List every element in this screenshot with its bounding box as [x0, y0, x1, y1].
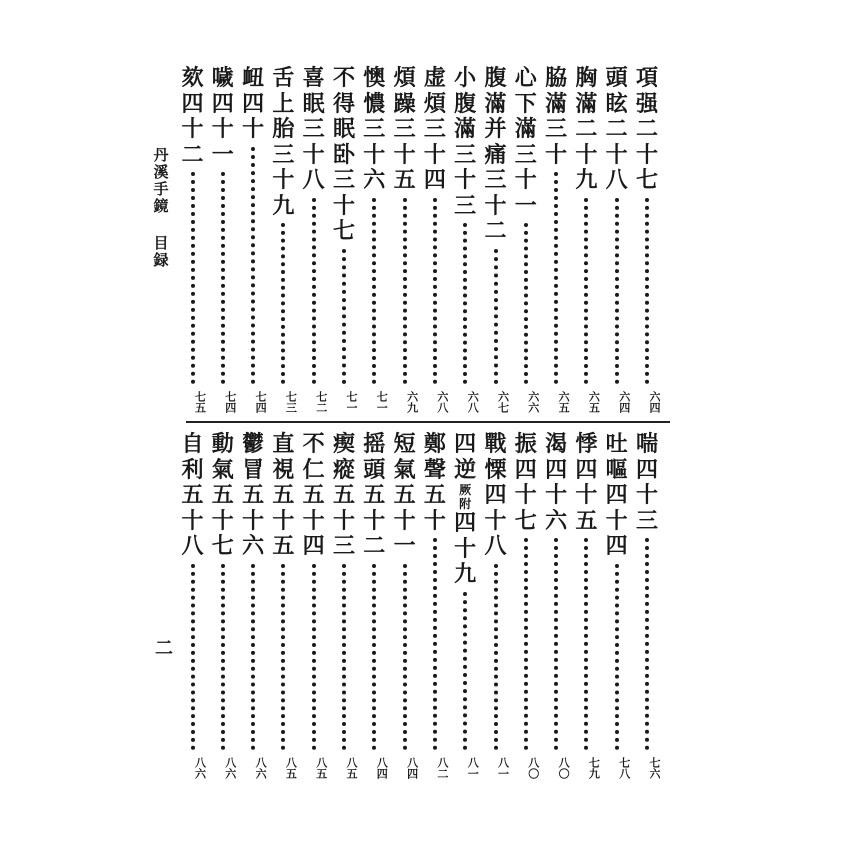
- leader-dots: [645, 538, 653, 750]
- toc-entry[interactable]: [573, 66, 599, 414]
- title-char: 厥: [459, 483, 472, 497]
- page-number: 八五: [314, 757, 328, 779]
- title-char: 欬: [181, 65, 204, 91]
- title-char: 仁: [302, 456, 325, 483]
- title-char: 三: [545, 116, 568, 142]
- title-char: 躁: [393, 90, 416, 117]
- toc-entry[interactable]: [331, 432, 357, 780]
- toc-top-half: [170, 66, 660, 414]
- toc-entry[interactable]: [392, 66, 418, 414]
- title-char: 十: [302, 141, 325, 168]
- title-char: 一: [514, 192, 537, 219]
- page-number: 六四: [648, 391, 661, 413]
- leader-dots: [615, 198, 623, 385]
- title-char: 十: [635, 141, 658, 168]
- page-number: 七四: [254, 391, 268, 413]
- toc-entry-title: [452, 66, 478, 219]
- title-char: 三: [635, 507, 658, 534]
- title-char: 四: [605, 482, 628, 508]
- title-char: 四: [302, 533, 325, 559]
- title-char: 九: [454, 561, 477, 587]
- toc-entry-title: [543, 432, 569, 534]
- title-char: 六: [242, 533, 265, 559]
- title-char: 十: [181, 507, 204, 534]
- toc-entry-title: [270, 432, 296, 560]
- title-char: 三: [363, 116, 386, 142]
- toc-entry[interactable]: [543, 432, 569, 780]
- toc-entry[interactable]: [361, 432, 387, 780]
- title-char: 十: [302, 507, 325, 534]
- title-char: 八: [484, 533, 507, 559]
- title-char: 二: [181, 141, 204, 168]
- page-number: 七二: [314, 391, 328, 413]
- page-number: 七八: [617, 757, 631, 779]
- toc-entry-title: [422, 432, 448, 534]
- leader-dots: [251, 147, 259, 385]
- title-char: 四: [545, 456, 568, 483]
- page-number: 七五: [193, 391, 207, 413]
- title-char: 氣: [211, 456, 234, 483]
- leader-dots: [524, 538, 532, 750]
- leader-dots: [463, 223, 471, 384]
- page-number: 七四: [223, 391, 237, 413]
- title-char: 四: [454, 431, 477, 457]
- title-char: 不: [302, 431, 325, 457]
- toc-entry-title: [210, 66, 236, 168]
- title-char: 利: [181, 456, 204, 483]
- title-char: 二: [575, 116, 598, 142]
- toc-entry-title: [573, 66, 599, 194]
- toc-entry[interactable]: [543, 66, 569, 414]
- title-char: 滿: [575, 90, 598, 117]
- leader-dots: [312, 198, 320, 385]
- title-char: 十: [393, 141, 416, 168]
- leader-dots: [281, 564, 289, 751]
- title-char: 十: [272, 507, 295, 534]
- title-char: 附: [459, 497, 472, 511]
- leader-dots: [584, 198, 592, 385]
- title-char: 吐: [605, 431, 628, 457]
- toc-entry-title: [331, 66, 357, 245]
- toc-entry[interactable]: [604, 432, 630, 780]
- title-char: 五: [302, 482, 325, 508]
- title-char: 下: [514, 90, 537, 117]
- page-number: 八一: [466, 757, 480, 779]
- leader-dots: [191, 172, 199, 384]
- toc-entry-title: [392, 432, 418, 560]
- title-char: 憹: [363, 90, 386, 117]
- toc-entry[interactable]: [301, 66, 327, 414]
- title-char: 三: [454, 141, 477, 168]
- title-char: 四: [181, 90, 204, 117]
- title-char: 小: [454, 65, 477, 91]
- title-char: 自: [181, 431, 204, 457]
- toc-entry-title: [240, 66, 266, 143]
- title-char: 頭: [605, 65, 628, 91]
- title-char: 瘲: [332, 456, 355, 483]
- title-char: 眠: [332, 116, 355, 142]
- running-head: [150, 147, 172, 269]
- title-char: 四: [211, 90, 234, 117]
- title-char: 一: [393, 533, 416, 559]
- title-char: 五: [181, 482, 204, 508]
- leader-dots: [342, 249, 350, 385]
- title-char: 卧: [332, 141, 355, 168]
- title-char: 三: [423, 116, 446, 142]
- title-char: 十: [514, 482, 537, 508]
- leader-dots: [403, 198, 411, 385]
- toc-entry[interactable]: [513, 432, 539, 780]
- title-char: 三: [484, 167, 507, 193]
- title-char: 滿: [484, 90, 507, 117]
- toc-entry[interactable]: [452, 66, 478, 414]
- title-char: 煩: [393, 65, 416, 91]
- page-number: 六五: [587, 391, 601, 413]
- leader-dots: [221, 564, 229, 751]
- book-title-char: 丹: [153, 146, 169, 164]
- page-number: 八五: [284, 757, 298, 779]
- page-number: 七六: [648, 757, 661, 779]
- title-char: 十: [363, 141, 386, 168]
- title-char: 喜: [302, 65, 325, 91]
- book-title-char: 鏡: [153, 197, 169, 215]
- title-char: 五: [363, 482, 386, 508]
- toc-entry-title: [543, 66, 569, 168]
- title-char: 二: [635, 116, 658, 142]
- toc-entry-title: [240, 432, 266, 560]
- title-char: 强: [635, 90, 658, 117]
- title-char: 十: [363, 507, 386, 534]
- title-char: 上: [272, 90, 295, 117]
- title-char: 九: [575, 167, 598, 193]
- title-char: 脇: [545, 65, 568, 91]
- leader-dots: [433, 538, 441, 750]
- leader-dots: [645, 198, 653, 385]
- leader-dots: [554, 538, 562, 750]
- title-char: 二: [605, 116, 628, 142]
- title-char: 十: [635, 482, 658, 508]
- title-char: 十: [484, 192, 507, 219]
- toc-entry[interactable]: [210, 66, 236, 414]
- toc-entry[interactable]: [634, 432, 660, 780]
- leader-dots: [554, 172, 562, 384]
- leader-dots: [281, 223, 289, 384]
- toc-entry[interactable]: [513, 66, 539, 414]
- toc-entry-title: [422, 66, 448, 194]
- title-char: 項: [635, 65, 658, 91]
- page-number: 七三: [284, 391, 298, 413]
- title-char: 五: [272, 533, 295, 559]
- title-char: 四: [484, 482, 507, 508]
- leader-dots: [463, 592, 471, 751]
- leader-dots: [433, 198, 441, 385]
- folio-number: 二: [152, 638, 173, 656]
- title-char: 滿: [514, 116, 537, 142]
- title-char: 二: [363, 533, 386, 559]
- toc-entry[interactable]: [331, 66, 357, 414]
- toc-entry-title: [301, 432, 327, 560]
- title-char: 眩: [605, 90, 628, 117]
- toc-entry[interactable]: [270, 432, 296, 780]
- title-char: 三: [332, 533, 355, 559]
- title-char: 慄: [484, 456, 507, 483]
- title-char: 懊: [363, 65, 386, 91]
- title-char: 短: [393, 431, 416, 457]
- title-char: 十: [605, 141, 628, 168]
- toc-entry-title: [483, 432, 509, 560]
- title-char: 悸: [575, 431, 598, 457]
- title-char: 胸: [575, 65, 598, 91]
- page-number: 六七: [496, 391, 510, 413]
- toc-entry[interactable]: [483, 66, 509, 414]
- title-char: 十: [454, 167, 477, 193]
- title-char: 四: [605, 533, 628, 559]
- toc-entry[interactable]: [422, 66, 448, 414]
- title-char: 十: [454, 535, 477, 562]
- title-char: 八: [181, 533, 204, 559]
- title-char: 十: [423, 141, 446, 168]
- toc-entry[interactable]: [452, 432, 478, 780]
- page-number: 八四: [375, 757, 389, 779]
- title-char: 八: [302, 167, 325, 193]
- page-number: 八六: [193, 757, 207, 779]
- title-char: 五: [575, 507, 598, 534]
- title-char: 鬱: [242, 431, 265, 457]
- title-char: 三: [454, 192, 477, 219]
- title-char: 眠: [302, 90, 325, 117]
- leader-dots: [524, 223, 532, 384]
- title-char: 并: [484, 116, 507, 142]
- page-number: 八四: [405, 757, 419, 779]
- title-char: 衄: [242, 65, 265, 91]
- title-char: 腹: [454, 90, 477, 117]
- leader-dots: [312, 564, 320, 751]
- title-char: 五: [393, 482, 416, 508]
- toc-entry-title: [634, 66, 660, 194]
- toc-entry-title: [210, 432, 236, 560]
- title-char: 得: [332, 90, 355, 117]
- title-char: 十: [211, 116, 234, 142]
- toc-entry-title: [634, 432, 660, 534]
- leader-dots: [372, 198, 380, 385]
- title-char: 五: [423, 482, 446, 508]
- leader-dots: [342, 564, 350, 751]
- title-char: 七: [332, 218, 355, 244]
- page-number: 六八: [466, 391, 480, 413]
- leader-dots: [584, 538, 592, 750]
- title-char: 不: [332, 65, 355, 91]
- section-title-char: 録: [153, 251, 169, 269]
- toc-entry-title: [392, 66, 418, 194]
- title-char: 動: [211, 431, 234, 457]
- title-char: 四: [454, 510, 477, 536]
- toc-entry-title: [604, 432, 630, 560]
- toc-entry-title: [604, 66, 630, 194]
- leader-dots: [494, 249, 502, 385]
- title-char: 冒: [242, 456, 265, 483]
- title-char: 十: [545, 482, 568, 508]
- title-char: 聲: [423, 456, 446, 483]
- title-char: 煩: [423, 90, 446, 117]
- title-char: 喘: [635, 431, 658, 457]
- book-title-char: 手: [153, 180, 169, 198]
- title-char: 三: [393, 116, 416, 142]
- toc-entry[interactable]: [240, 66, 266, 414]
- toc-entry-title: [513, 66, 539, 219]
- toc-entry[interactable]: [180, 432, 206, 780]
- page-number: 六八: [435, 391, 449, 413]
- toc-entry-title: [301, 66, 327, 194]
- page-number: 七一: [375, 391, 389, 413]
- page-number: 六六: [526, 391, 540, 413]
- title-char: 視: [272, 456, 295, 483]
- page-number: 七九: [587, 757, 601, 779]
- toc-entry-title: [361, 432, 387, 560]
- title-char: 痛: [484, 141, 507, 168]
- toc-entry[interactable]: [634, 66, 660, 414]
- title-char: 九: [272, 192, 295, 219]
- toc-entry-title: [573, 432, 599, 534]
- title-char: 十: [423, 507, 446, 534]
- title-char: 五: [332, 482, 355, 508]
- title-char: 十: [545, 141, 568, 168]
- page-number: 八一: [496, 757, 510, 779]
- page-number: 六四: [617, 391, 631, 413]
- title-char: 逆: [454, 456, 477, 483]
- page-number: 八二: [435, 757, 449, 779]
- toc-entry[interactable]: [240, 432, 266, 780]
- toc-entry[interactable]: [361, 66, 387, 414]
- page-number: 八五: [345, 757, 358, 779]
- toc-entry[interactable]: [270, 66, 296, 414]
- title-char: 渴: [545, 431, 568, 457]
- title-char: 四: [575, 456, 598, 483]
- title-char: 五: [211, 482, 234, 508]
- title-char: 心: [514, 65, 537, 91]
- toc-entry[interactable]: [180, 66, 206, 414]
- page-number: 八〇: [526, 757, 540, 779]
- title-char: 五: [272, 482, 295, 508]
- title-char: 摇: [363, 431, 386, 457]
- title-char: 五: [393, 167, 416, 193]
- title-char: 三: [302, 116, 325, 142]
- title-char: 十: [575, 141, 598, 168]
- title-char: 四: [635, 456, 658, 483]
- title-char: 腹: [484, 65, 507, 91]
- title-char: 頭: [363, 456, 386, 483]
- section-divider: [186, 421, 670, 423]
- toc-entry-title: [180, 432, 206, 560]
- toc-entry-title: [513, 432, 539, 534]
- toc-entry[interactable]: [392, 432, 418, 780]
- title-char: 五: [242, 482, 265, 508]
- page-number: 六五: [557, 391, 571, 413]
- title-char: 鄭: [423, 431, 446, 457]
- title-char: 三: [272, 141, 295, 168]
- toc-entry[interactable]: [573, 432, 599, 780]
- title-char: 氣: [393, 456, 416, 483]
- toc-entry[interactable]: [604, 66, 630, 414]
- title-char: 虚: [423, 65, 446, 91]
- title-char: 滿: [545, 90, 568, 117]
- book-title-char: 溪: [153, 163, 169, 181]
- title-char: 十: [605, 507, 628, 534]
- leader-dots: [403, 564, 411, 751]
- title-char: 戰: [484, 431, 507, 457]
- toc-entry-title: [270, 66, 296, 219]
- title-char: 十: [484, 507, 507, 534]
- title-char: 振: [514, 431, 537, 457]
- title-char: 十: [393, 507, 416, 534]
- leader-dots: [615, 564, 623, 751]
- page-number: 七一: [345, 391, 358, 413]
- title-char: 七: [635, 167, 658, 193]
- toc-entry-title: [361, 66, 387, 194]
- title-char: 八: [605, 167, 628, 193]
- toc-entry-title: [452, 432, 478, 588]
- toc-entry[interactable]: [301, 432, 327, 780]
- title-char: 瘈: [332, 431, 355, 457]
- toc-entry[interactable]: [422, 432, 448, 780]
- title-char: 十: [242, 507, 265, 534]
- leader-dots: [494, 564, 502, 751]
- title-char: 二: [484, 218, 507, 244]
- title-char: 噦: [211, 65, 234, 91]
- toc-entry-title: [331, 432, 357, 560]
- toc-bottom-half: [170, 432, 660, 780]
- title-char: 三: [514, 141, 537, 168]
- title-char: 直: [272, 431, 295, 457]
- toc-entry[interactable]: [210, 432, 236, 780]
- leader-dots: [221, 172, 229, 384]
- title-char: 一: [211, 141, 234, 168]
- title-char: 十: [242, 116, 265, 142]
- leader-dots: [251, 564, 259, 751]
- title-char: 嘔: [605, 456, 628, 483]
- page-number: 六九: [405, 391, 419, 413]
- toc-entry-title: [483, 66, 509, 245]
- leader-dots: [191, 564, 199, 751]
- title-char: 七: [514, 507, 537, 534]
- title-char: 三: [332, 167, 355, 193]
- title-char: 十: [514, 167, 537, 193]
- toc-entry[interactable]: [483, 432, 509, 780]
- title-char: 四: [242, 90, 265, 117]
- title-char: 十: [211, 507, 234, 534]
- title-char: 六: [545, 507, 568, 534]
- title-char: 滿: [454, 116, 477, 142]
- title-char: 七: [211, 533, 234, 559]
- page-number: 八〇: [557, 757, 571, 779]
- title-char: 十: [332, 192, 355, 219]
- title-char: 四: [423, 167, 446, 193]
- section-title-char: 目: [153, 234, 169, 252]
- page-number: 八六: [254, 757, 268, 779]
- title-char: 胎: [272, 116, 295, 142]
- page-number: 八六: [223, 757, 237, 779]
- title-char: 十: [272, 167, 295, 193]
- title-char: 十: [332, 507, 355, 534]
- title-char: 十: [575, 482, 598, 508]
- title-char: 六: [363, 167, 386, 193]
- toc-entry-title: [180, 66, 206, 168]
- leader-dots: [372, 564, 380, 751]
- title-char: 十: [181, 116, 204, 142]
- title-char: 舌: [272, 65, 295, 91]
- title-char: 四: [514, 456, 537, 483]
